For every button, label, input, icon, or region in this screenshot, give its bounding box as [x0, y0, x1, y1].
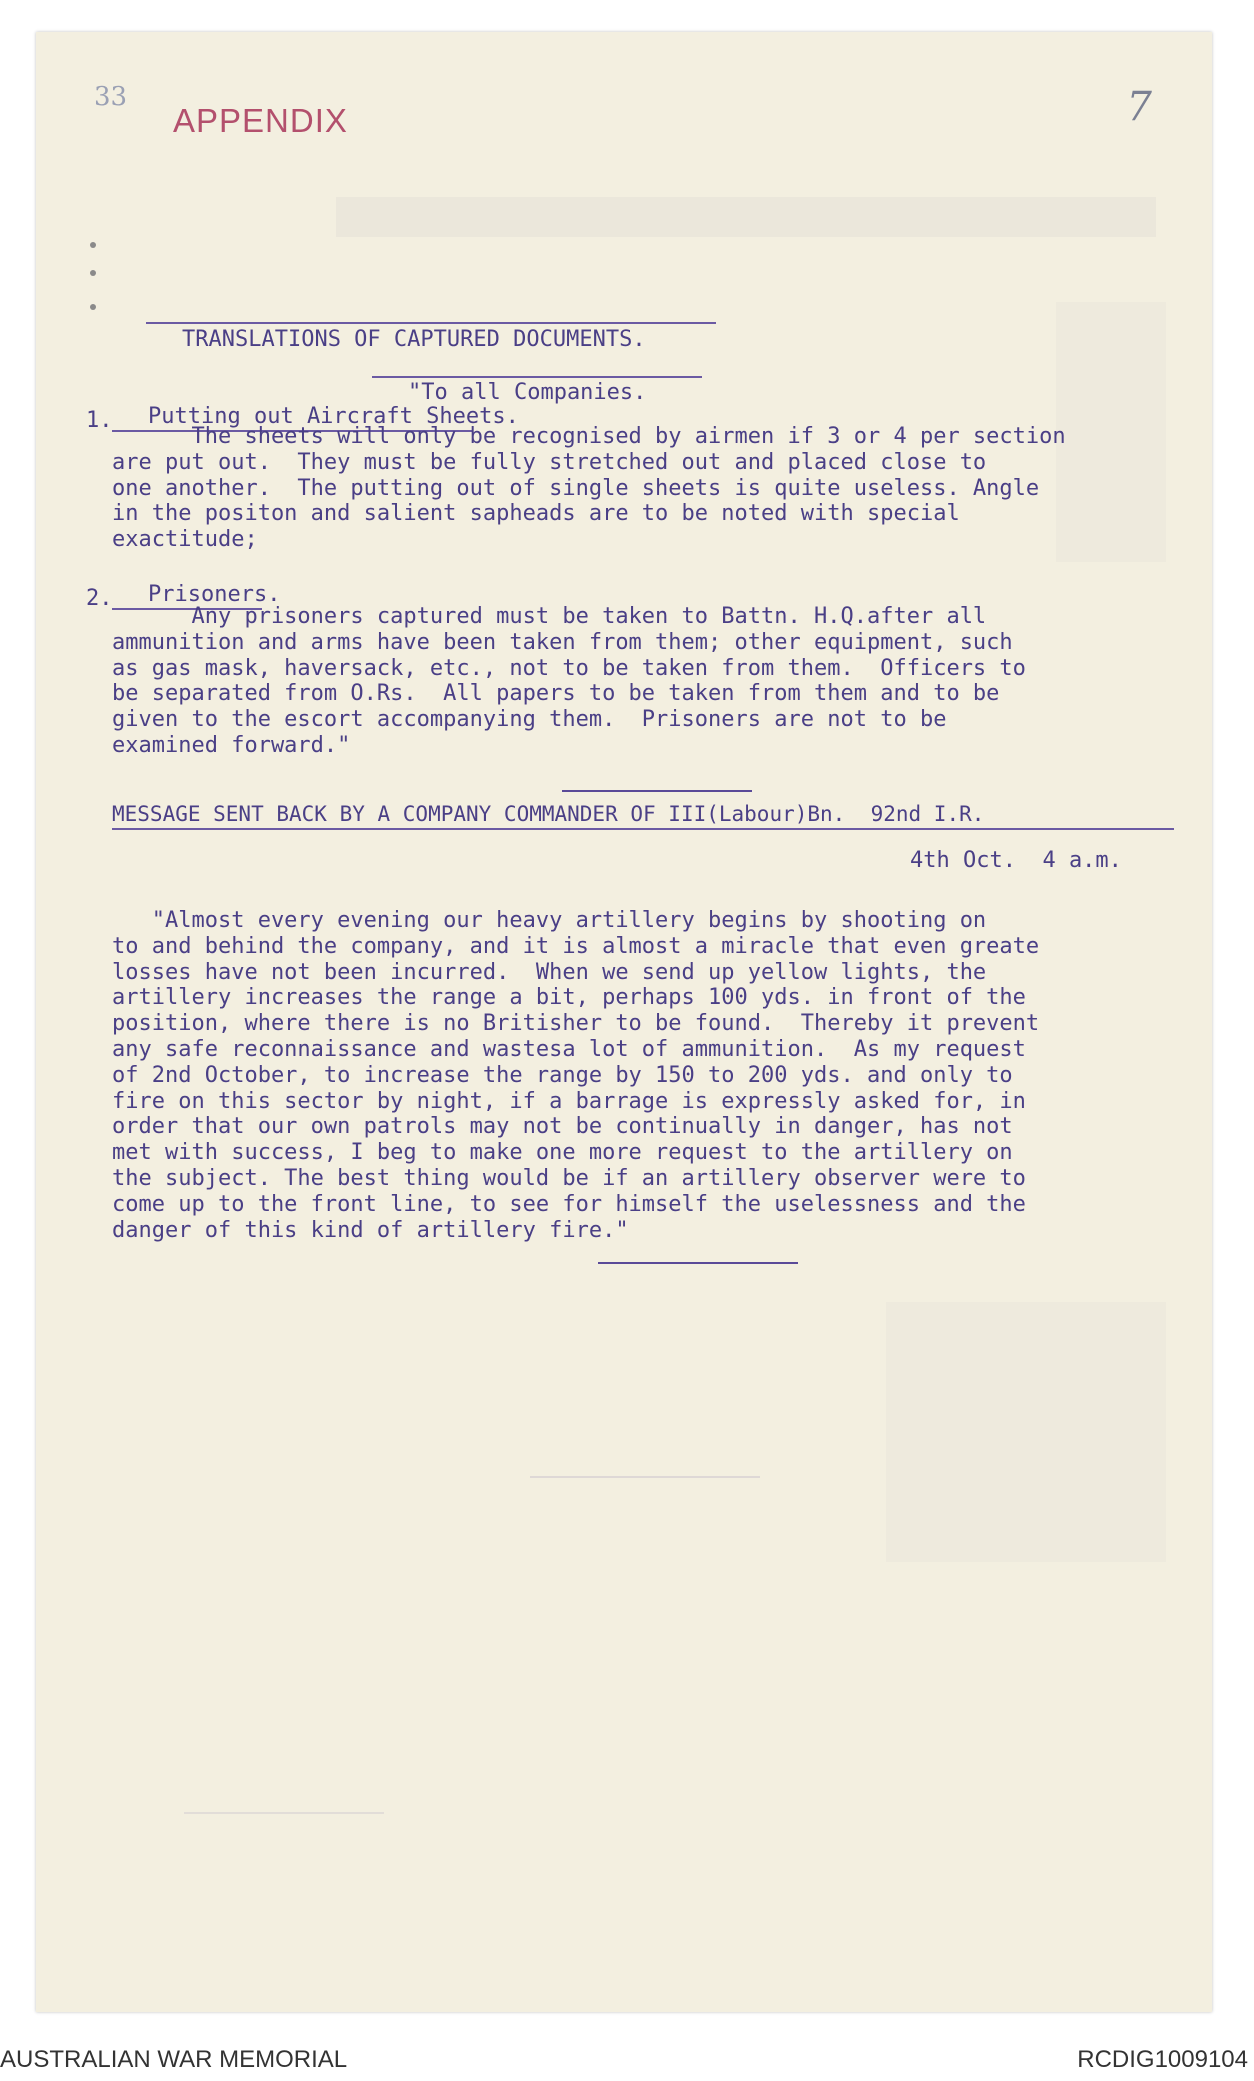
- footer-identifier: RCDIG1009104: [1077, 2046, 1248, 2073]
- closing-divider: [598, 1262, 798, 1264]
- faint-rule: [530, 1476, 760, 1478]
- message-title-underline: [112, 828, 1174, 830]
- item-number: 2.: [86, 586, 113, 611]
- item-body: Any prisoners captured must be taken to Battn. H.Q.after all ammunition and arms have been taken from them; other equipment, such as gas mask, haversack, etc., not to be taken from them. Officers to be separated from O.Rs. All papers to be taken from them and to be given to the escort accompanying them. Prisoners are not to be examined forward.": [112, 604, 1026, 758]
- corner-mark: 7: [1126, 84, 1152, 130]
- title-underline: [146, 322, 716, 324]
- item-heading: Prisoners.: [148, 582, 281, 607]
- document-title: TRANSLATIONS OF CAPTURED DOCUMENTS.: [182, 327, 646, 352]
- show-through: [336, 197, 1156, 237]
- section-divider: [562, 790, 752, 792]
- item-heading: Putting out Aircraft Sheets.: [148, 404, 519, 429]
- document-sheet: [36, 32, 1212, 2012]
- item-number: 1.: [86, 408, 113, 433]
- show-through: [886, 1302, 1166, 1562]
- message-date: 4th Oct. 4 a.m.: [910, 848, 1122, 873]
- binding-holes: [84, 242, 106, 332]
- item-body: The sheets will only be recognised by airmen if 3 or 4 per section are put out. They must be fully stretched out and placed close to one another. The putting out of single sheets is quite useless. Angle in the positon and salient sapheads are to be noted with special exactitude;: [112, 424, 1066, 553]
- message-body: "Almost every evening our heavy artillery begins by shooting on to and behind the company, and it is almost a miracle that even greate losses have not been incurred. When we send up yellow lights, the artillery increases the range a bit, perhaps 100 yds. in front of the position, where there is no Britisher to be found. Thereby it prevent any safe reconnaissance and wastesa lot of ammunition. As my request of 2nd October, to increase the range by 150 to 200 yds. and only to fire on this sector by night, if a barrage is expressly asked for, in order that our own patrols may not be continually in danger, has not met with success, I beg to make one more request to the artillery on the subject. The best thing would be if an artillery observer were to come up to the front line, to see for himself the uselessness and the danger of this kind of artillery fire.": [112, 908, 1040, 1243]
- footer-institution: AUSTRALIAN WAR MEMORIAL: [0, 2046, 348, 2073]
- message-title: MESSAGE SENT BACK BY A COMPANY COMMANDER OF III(Labour)Bn. 92nd I.R.: [112, 802, 985, 826]
- appendix-stamp: APPENDIX: [173, 102, 348, 139]
- faint-rule: [184, 1812, 384, 1814]
- folio-number: 33: [94, 82, 128, 112]
- addressee: "To all Companies.: [408, 380, 647, 405]
- show-through: [1056, 302, 1166, 562]
- addressee-underline: [372, 376, 702, 378]
